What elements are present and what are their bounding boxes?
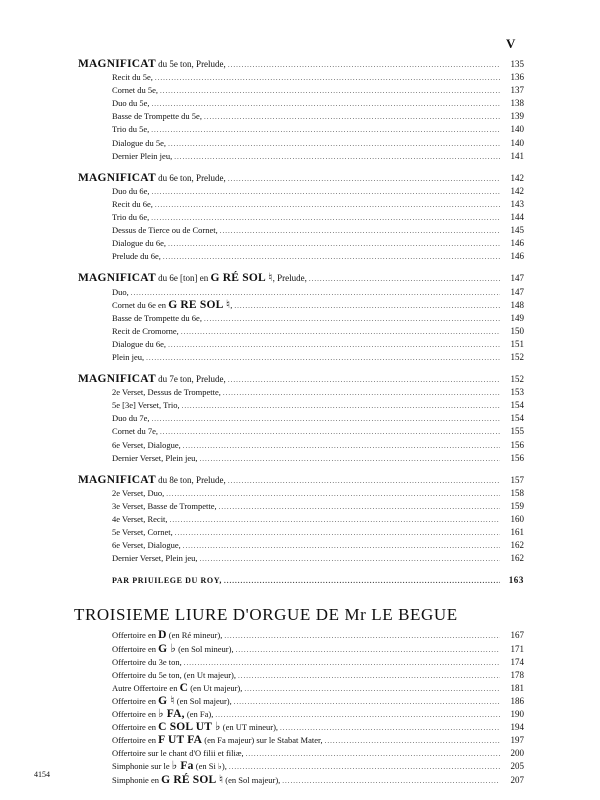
- leader-dots: [228, 173, 500, 185]
- entry-label: Recit du 6e,: [112, 198, 153, 209]
- toc-entry[interactable]: [78, 110, 524, 123]
- toc-entry[interactable]: [78, 643, 524, 656]
- toc-entry[interactable]: [78, 71, 524, 84]
- toc-entry[interactable]: [78, 439, 524, 452]
- section-title: TROISIEME LIURE D'ORGUE DE Mr LE BEGUE: [74, 605, 458, 625]
- entry-label: Trio du 5e,: [112, 124, 150, 135]
- entry-label: 4e Verset, Recit,: [112, 514, 168, 524]
- leader-dots: [200, 453, 500, 465]
- entry-label: Dernier Plein jeu,: [112, 150, 173, 161]
- leader-dots: [182, 400, 500, 412]
- toc-entry-heading[interactable]: [78, 58, 524, 71]
- entry-key-emphasis: G ♮: [158, 694, 175, 707]
- entry-label: Offertoire en: [112, 722, 159, 733]
- leader-dots: [280, 722, 500, 734]
- entry-key-emphasis: G RE SOL ♮: [168, 298, 231, 311]
- table-of-contents: [74, 58, 524, 796]
- leader-dots: [219, 501, 500, 513]
- entry-label: 6e Verset, Dialogue,: [112, 439, 181, 450]
- entry-key-emphasis: G RÉ SOL ♮: [210, 272, 273, 285]
- leader-dots: [183, 540, 500, 552]
- page-number: 139: [510, 111, 524, 122]
- entry-label: Offertoire sur le chant d'O filii et filiæ,: [112, 748, 244, 759]
- toc-entry[interactable]: [78, 682, 524, 695]
- page-number: 135: [510, 59, 524, 69]
- entry-label: Dernier Verset, Plein jeu,: [112, 452, 198, 463]
- leader-dots: [236, 644, 500, 656]
- entry-label-suffix: (en Sol mineur),: [175, 643, 234, 654]
- leader-dots: [160, 85, 500, 97]
- page-number: 157: [510, 474, 524, 485]
- page-number: 154: [510, 400, 524, 411]
- page-number: 167: [510, 630, 524, 641]
- page-number: 153: [510, 387, 524, 398]
- toc-entry[interactable]: [78, 97, 524, 110]
- toc-entry[interactable]: [78, 500, 524, 513]
- leader-dots: [152, 98, 500, 110]
- entry-label: Offertoire en: [112, 643, 159, 654]
- page-number: 162: [510, 553, 524, 564]
- toc-entry[interactable]: [78, 513, 524, 526]
- page-number: 152: [510, 374, 524, 385]
- entry-title-emphasis: MAGNIFICAT: [78, 373, 156, 386]
- toc-entry[interactable]: [78, 747, 524, 760]
- troisieme-livre-group: [78, 629, 524, 786]
- page-number: 140: [510, 124, 524, 135]
- entry-label: Duo,: [112, 286, 129, 297]
- toc-entry[interactable]: [78, 412, 524, 425]
- entry-key-emphasis: C: [179, 681, 189, 694]
- leader-dots: [151, 124, 500, 136]
- page-number: 138: [510, 98, 524, 109]
- page-number: 145: [510, 225, 524, 236]
- toc-entry[interactable]: [78, 708, 524, 721]
- entry-key-emphasis: ♭ Fa: [171, 760, 194, 773]
- leader-dots: [166, 488, 500, 500]
- leader-dots: [200, 553, 500, 565]
- entry-key-emphasis: ♭ FA,: [158, 708, 185, 721]
- leader-dots: [282, 775, 500, 787]
- toc-entry-heading[interactable]: [78, 373, 524, 386]
- leader-dots: [228, 59, 500, 71]
- page-number: 181: [510, 682, 524, 693]
- leader-dots: [220, 225, 500, 237]
- entry-title-text: du 6e ton, Prelude,: [155, 172, 226, 183]
- entry-title-emphasis: MAGNIFICAT: [78, 58, 156, 70]
- toc-entry[interactable]: [78, 137, 524, 150]
- leader-dots: [181, 326, 500, 338]
- toc-entry[interactable]: [78, 211, 524, 224]
- page-number: 156: [510, 452, 524, 463]
- page-number: 205: [510, 761, 524, 772]
- leader-dots: [204, 111, 500, 123]
- entry-title-text: du 7e ton, Prelude,: [155, 374, 226, 385]
- toc-entry[interactable]: [78, 299, 524, 312]
- page-number: 159: [510, 500, 524, 511]
- page-number: 140: [510, 137, 524, 148]
- entry-label: Simphonie en: [112, 774, 162, 785]
- toc-entry[interactable]: [78, 250, 524, 263]
- leader-dots: [325, 735, 500, 747]
- toc-entry[interactable]: [78, 734, 524, 747]
- page-number: 150: [510, 325, 524, 336]
- leader-dots: [152, 413, 500, 425]
- leader-dots: [174, 151, 500, 163]
- leader-dots: [163, 251, 500, 263]
- entry-label: Trio du 6e,: [112, 212, 150, 223]
- page-number: 158: [510, 487, 524, 498]
- toc-entry[interactable]: [78, 386, 524, 399]
- toc-entry-heading[interactable]: [78, 474, 524, 487]
- page-number: 178: [510, 669, 524, 680]
- leader-dots: [146, 352, 500, 364]
- entry-key-emphasis: C SOL UT ♭: [158, 721, 221, 734]
- entry-label-suffix: (en UT mineur),: [220, 722, 279, 733]
- toc-entry-heading[interactable]: [78, 272, 524, 285]
- page-number: 146: [510, 238, 524, 249]
- entry-label: Duo du 5e,: [112, 98, 150, 109]
- entry-title-text: du 5e ton, Prelude,: [155, 59, 226, 69]
- entry-label: Offertoire du 3e ton,: [112, 656, 182, 667]
- toc-entry[interactable]: [78, 123, 524, 136]
- entry-label: Recit du 5e,: [112, 72, 153, 83]
- entry-label: Dialogue du 6e,: [112, 338, 167, 349]
- entry-key-emphasis: G RÉ SOL ♮: [161, 773, 224, 786]
- leader-dots: [228, 374, 500, 386]
- entry-label: 3e Verset, Basse de Trompette,: [112, 500, 217, 511]
- entry-title-emphasis: MAGNIFICAT: [78, 473, 156, 486]
- entry-label: Offertoire en: [112, 709, 159, 720]
- page-number: 143: [510, 198, 524, 209]
- entry-label: 2e Verset, Duo,: [112, 487, 165, 498]
- entry-label: Dernier Verset, Plein jeu,: [112, 553, 198, 564]
- entry-label: Duo du 6e,: [112, 185, 150, 196]
- leader-dots: [244, 683, 500, 695]
- page-number: 151: [510, 338, 524, 349]
- toc-entry-heading[interactable]: [78, 172, 524, 185]
- leader-dots: [155, 72, 500, 84]
- toc-entry[interactable]: [78, 399, 524, 412]
- leader-dots: [168, 339, 500, 351]
- page-number: 161: [510, 527, 524, 538]
- page-number: 147: [510, 273, 524, 284]
- entry-label: 6e Verset, Dialogue,: [112, 540, 181, 551]
- page-number: 162: [510, 540, 524, 551]
- entry-label: Prelude du 6e,: [112, 251, 161, 262]
- toc-entry[interactable]: [78, 237, 524, 250]
- entry-label: Offertoire en: [112, 735, 159, 746]
- leader-dots: [183, 440, 500, 452]
- toc-entry[interactable]: [78, 286, 524, 299]
- entry-key-emphasis: F UT FA: [158, 734, 203, 747]
- entry-key-emphasis: D: [158, 629, 167, 642]
- entry-label-suffix: ,: [230, 299, 233, 310]
- page-number: 142: [510, 172, 524, 183]
- page-number: 194: [510, 722, 524, 733]
- entry-title-text-2: , Prelude,: [272, 273, 307, 284]
- toc-entry[interactable]: [78, 552, 524, 565]
- leader-dots: [155, 199, 500, 211]
- toc-entry[interactable]: [78, 695, 524, 708]
- entry-label: Offertoire en: [112, 630, 159, 641]
- entry-label: Offertoire en: [112, 695, 159, 706]
- leader-dots: [175, 527, 500, 539]
- page-number: 152: [510, 351, 524, 362]
- toc-entry[interactable]: [78, 774, 524, 787]
- entry-title-emphasis: MAGNIFICAT: [78, 272, 156, 285]
- page-number: 190: [510, 709, 524, 720]
- toc-entry[interactable]: [78, 185, 524, 198]
- page-number: 163: [508, 575, 524, 586]
- entry-title-emphasis: MAGNIFICAT: [78, 171, 156, 184]
- entry-label: Offertoire du 5e ton, (en Ut majeur),: [112, 669, 236, 680]
- toc-entry[interactable]: [78, 312, 524, 325]
- entry-label: Plein jeu,: [112, 351, 145, 362]
- entry-label-suffix: (en Sol majeur),: [223, 774, 281, 785]
- toc-entry[interactable]: [78, 198, 524, 211]
- toc-entry[interactable]: [78, 84, 524, 97]
- leader-dots: [234, 696, 500, 708]
- entry-label-suffix: (en Si ♭),: [193, 761, 227, 772]
- entry-label-suffix: (en Fa majeur) sur le Stabat Mater,: [202, 735, 323, 746]
- leader-dots: [204, 313, 500, 325]
- page-number: 147: [510, 286, 524, 297]
- page-number: 144: [510, 212, 524, 223]
- entry-label: 5e Verset, Cornet,: [112, 527, 173, 538]
- leader-dots: [168, 138, 500, 150]
- entry-label: Cornet du 6e en: [112, 299, 169, 310]
- magnificat-7e-ton-group: [78, 373, 524, 465]
- page-number: 146: [510, 251, 524, 262]
- entry-title-text: du 8e ton, Prelude,: [155, 474, 226, 485]
- magnificat-8e-ton-group: [78, 474, 524, 566]
- page-number: 171: [510, 643, 524, 654]
- entry-label-suffix: (en Ré mineur),: [166, 630, 223, 641]
- leader-dots: [309, 273, 500, 285]
- page-number: 155: [510, 426, 524, 437]
- toc-entry[interactable]: [78, 721, 524, 734]
- entry-label: Recit de Cromorne,: [112, 325, 179, 336]
- page-number: 142: [510, 185, 524, 196]
- entry-label: Simphonie sur le: [112, 761, 172, 772]
- leader-dots: [238, 670, 500, 682]
- magnificat-6e-ton-g-re-sol-group: [78, 272, 524, 364]
- page-number: 160: [510, 514, 524, 524]
- entry-label: Dessus de Tierce ou de Cornet,: [112, 225, 218, 236]
- plate-number: 4154: [34, 770, 50, 779]
- entry-label: 5e [3e] Verset, Trio,: [112, 400, 180, 411]
- leader-dots: [234, 300, 500, 312]
- entry-label-suffix: (en Sol majeur),: [174, 695, 232, 706]
- page-number: 149: [510, 312, 524, 323]
- leader-dots: [228, 475, 500, 487]
- toc-entry[interactable]: [78, 425, 524, 438]
- entry-label: Cornet du 5e,: [112, 85, 159, 96]
- toc-entry[interactable]: [78, 351, 524, 364]
- toc-entry[interactable]: [78, 452, 524, 465]
- page-number: 148: [510, 299, 524, 310]
- leader-dots: [170, 514, 500, 526]
- page-number: 154: [510, 413, 524, 424]
- entry-label: Basse de Trompette du 5e,: [112, 111, 202, 122]
- leader-dots: [215, 709, 500, 721]
- page-number: 174: [510, 656, 524, 667]
- page-number: 207: [510, 774, 524, 785]
- page-number: 186: [510, 695, 524, 706]
- toc-entry[interactable]: [78, 526, 524, 539]
- leader-dots: [246, 748, 500, 760]
- entry-label: Duo du 7e,: [112, 413, 150, 424]
- magnificat-6e-ton-group: [78, 172, 524, 264]
- entry-label-suffix: (en Fa),: [184, 709, 214, 720]
- leader-dots: [168, 238, 500, 250]
- toc-entry[interactable]: [78, 224, 524, 237]
- entry-label: Cornet du 7e,: [112, 426, 159, 437]
- entry-key-emphasis: G ♭: [158, 642, 176, 655]
- entry-label: Dialogue du 6e,: [112, 238, 167, 249]
- page-number-roman: V: [506, 36, 516, 51]
- entry-label: PAR PRIUILEGE DU ROY,: [112, 576, 222, 586]
- page-number: 197: [510, 735, 524, 746]
- leader-dots: [184, 657, 500, 669]
- magnificat-5e-ton-group: [78, 58, 524, 163]
- leader-dots: [152, 186, 500, 198]
- entry-label: Autre Offertoire en: [112, 682, 180, 693]
- toc-entry[interactable]: [78, 669, 524, 682]
- entry-label: Basse de Trompette du 6e,: [112, 312, 202, 323]
- entry-label: Dialogue du 5e,: [112, 137, 167, 148]
- entry-label-suffix: (en Ut majeur),: [188, 682, 243, 693]
- entry-title-text: du 6e [ton] en: [155, 273, 211, 284]
- toc-entry[interactable]: [78, 656, 524, 669]
- leader-dots: [151, 212, 500, 224]
- page-number: 136: [510, 72, 524, 83]
- leader-dots: [224, 575, 500, 587]
- toc-entry[interactable]: [78, 539, 524, 552]
- leader-dots: [224, 630, 500, 642]
- page-number: 137: [510, 85, 524, 96]
- toc-entry[interactable]: [78, 629, 524, 642]
- toc-entry[interactable]: [78, 760, 524, 773]
- toc-entry[interactable]: [78, 487, 524, 500]
- leader-dots: [160, 426, 500, 438]
- privilege-entry[interactable]: [78, 574, 524, 587]
- page-number: 200: [510, 748, 524, 759]
- leader-dots: [229, 761, 500, 773]
- toc-entry[interactable]: [78, 325, 524, 338]
- page-number: 156: [510, 439, 524, 450]
- page-number: 141: [510, 150, 524, 161]
- toc-entry[interactable]: [78, 150, 524, 163]
- toc-entry[interactable]: [78, 338, 524, 351]
- entry-label: 2e Verset, Dessus de Trompette,: [112, 387, 221, 398]
- leader-dots: [131, 287, 500, 299]
- leader-dots: [223, 387, 500, 399]
